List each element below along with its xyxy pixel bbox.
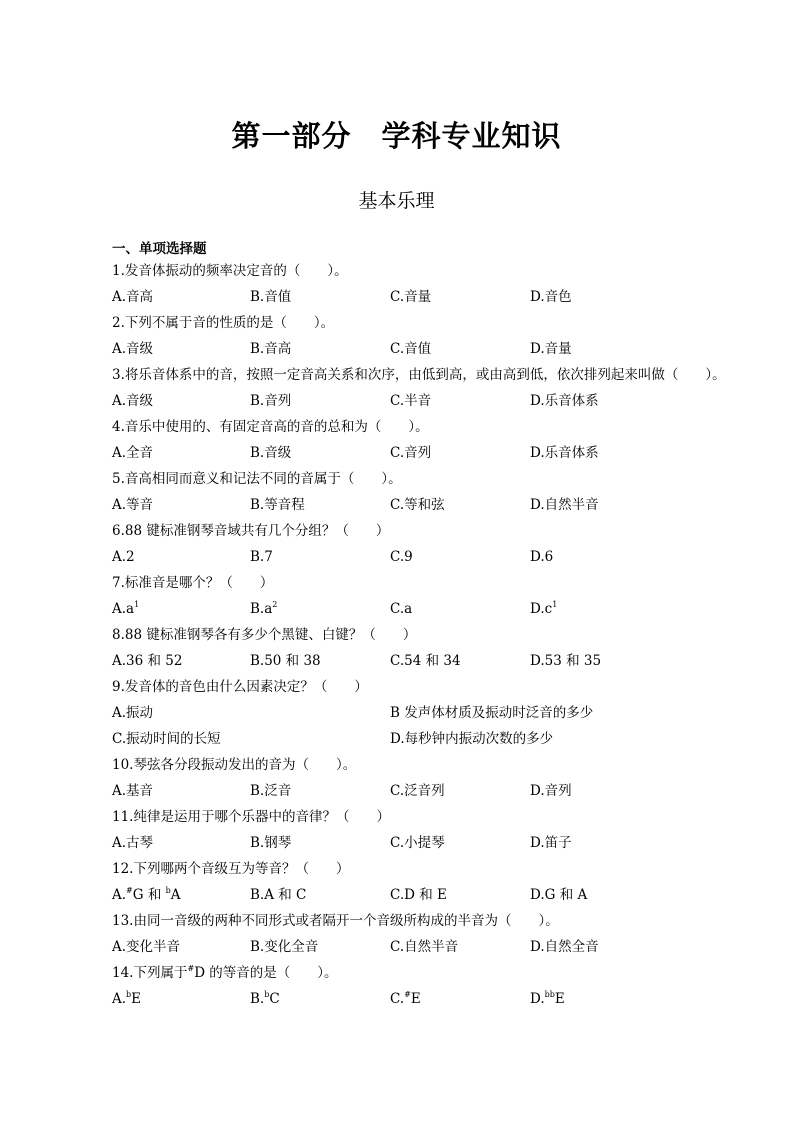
- answer-option: [250, 287, 291, 307]
- text-segment: A.等音: [112, 497, 154, 513]
- text-segment: C.自然半音: [390, 939, 459, 955]
- text-segment: D.6: [530, 549, 554, 565]
- answer-option: [112, 885, 181, 905]
- answer-option: [530, 287, 572, 307]
- answer-option: [390, 547, 413, 567]
- answer-option: [530, 339, 572, 359]
- text-segment: C.小提琴: [390, 835, 445, 851]
- options-row: [112, 833, 732, 859]
- text-segment: B.音级: [250, 445, 292, 461]
- answer-option: [112, 495, 153, 515]
- answer-option: [390, 729, 553, 749]
- answer-option: [530, 885, 587, 905]
- text-segment: D.音列: [530, 783, 572, 799]
- text-segment: E: [410, 991, 421, 1007]
- answer-option: [530, 989, 565, 1009]
- text-segment: D.自然全音: [530, 939, 599, 955]
- question-stem: [112, 469, 732, 495]
- text-segment: B.50 和 38: [250, 653, 321, 669]
- answer-option: [250, 989, 280, 1009]
- text-segment: C.9: [390, 549, 413, 565]
- answer-option: [390, 339, 431, 359]
- answer-option: [390, 833, 445, 853]
- text-segment: D.乐音体系: [530, 445, 599, 461]
- question-stem: [112, 261, 732, 287]
- text-segment: A: [170, 887, 181, 903]
- text-segment: A.古琴: [112, 835, 154, 851]
- answer-option: [112, 391, 153, 411]
- text-segment: 8.88 键标准钢琴各有多少个黑键、白键？（ ）: [112, 627, 417, 643]
- text-segment: 6.88 键标准钢琴音域共有几个分组？（ ）: [112, 523, 390, 539]
- answer-option: [112, 989, 141, 1009]
- text-segment: D.音量: [530, 341, 572, 357]
- answer-option: [112, 703, 153, 723]
- superscript: #: [187, 964, 195, 973]
- answer-option: [390, 391, 431, 411]
- superscript: #: [404, 990, 411, 999]
- text-segment: A.振动: [112, 705, 154, 721]
- text-segment: A.a: [112, 601, 135, 617]
- text-segment: B.: [250, 991, 265, 1007]
- answer-option: [250, 599, 277, 619]
- text-segment: D.乐音体系: [530, 393, 599, 409]
- question-stem: [112, 521, 732, 547]
- answer-option: [390, 287, 431, 307]
- question-stem: [112, 911, 732, 937]
- answer-option: [112, 937, 180, 957]
- question-list: [112, 261, 732, 1015]
- answer-option: [250, 339, 291, 359]
- question-stem: [112, 807, 732, 833]
- chapter-subtitle: 基本乐理: [358, 190, 435, 212]
- text-segment: A.: [112, 991, 127, 1007]
- answer-option: [530, 443, 599, 463]
- text-segment: B 发声体材质及振动时泛音的多少: [390, 705, 594, 721]
- superscript: b: [165, 886, 171, 895]
- answer-option: [530, 937, 599, 957]
- text-segment: D 的等音的是（ ）。: [194, 965, 338, 981]
- question-stem: [112, 313, 732, 339]
- section-heading: 一、单项选择题: [112, 241, 207, 257]
- text-segment: 5.音高相同而意义和记法不同的音属于（ ）。: [112, 471, 402, 487]
- options-row: [112, 651, 732, 677]
- question-stem: [112, 625, 732, 651]
- answer-option: [112, 651, 182, 671]
- question-stem: [112, 755, 732, 781]
- text-segment: A.36 和 52: [112, 653, 183, 669]
- answer-option: [530, 781, 572, 801]
- text-segment: 12.下列哪两个音级互为等音？（ ）: [112, 861, 350, 877]
- answer-option: [112, 833, 153, 853]
- superscript: b: [126, 990, 132, 999]
- text-segment: C.54 和 34: [390, 653, 461, 669]
- text-segment: B.音值: [250, 289, 292, 305]
- answer-option: [530, 833, 572, 853]
- answer-option: [112, 547, 135, 567]
- text-segment: C.a: [390, 601, 413, 617]
- text-segment: D.: [530, 991, 545, 1007]
- answer-option: [530, 495, 599, 515]
- text-segment: 13.由同一音级的两种不同形式或者隔开一个音级所构成的半音为（ ）。: [112, 913, 559, 929]
- answer-option: [250, 391, 291, 411]
- superscript: b: [264, 990, 270, 999]
- text-segment: B.变化全音: [250, 939, 319, 955]
- answer-option: [250, 833, 291, 853]
- answer-option: [250, 443, 291, 463]
- text-segment: 10.琴弦各分段振动发出的音为（ ）。: [112, 757, 357, 773]
- text-segment: D.笛子: [530, 835, 572, 851]
- answer-option: [250, 651, 321, 671]
- text-segment: B.a: [250, 601, 273, 617]
- answer-option: [112, 339, 153, 359]
- answer-option: [250, 495, 305, 515]
- text-segment: 7.标准音是哪个？（ ）: [112, 575, 274, 591]
- text-segment: 1.发音体振动的频率决定音的（ ）。: [112, 263, 348, 279]
- answer-option: [250, 885, 306, 905]
- page-title: 第一部分 学科专业知识: [231, 119, 562, 153]
- text-segment: E: [131, 991, 142, 1007]
- text-segment: 2.下列不属于音的性质的是（ ）。: [112, 315, 335, 331]
- text-segment: A.音级: [112, 393, 154, 409]
- text-segment: D.c: [530, 601, 553, 617]
- text-segment: C.等和弦: [390, 497, 445, 513]
- text-segment: D.53 和 35: [530, 653, 602, 669]
- answer-option: [250, 937, 318, 957]
- question-stem: [112, 859, 732, 885]
- text-segment: D.G 和 A: [530, 887, 588, 903]
- answer-option: [390, 651, 461, 671]
- options-row: [112, 443, 732, 469]
- options-row: [112, 937, 732, 963]
- text-segment: C.音列: [390, 445, 432, 461]
- text-segment: B.A 和 C: [250, 887, 307, 903]
- answer-option: [250, 781, 291, 801]
- text-segment: B.钢琴: [250, 835, 292, 851]
- text-segment: 3.将乐音体系中的音，按照一定音高关系和次序，由低到高，或由高到低，依次排列起来叫做（ ）。: [112, 367, 726, 383]
- answer-option: [112, 781, 153, 801]
- question-stem: [112, 963, 732, 989]
- superscript: 1: [134, 600, 140, 609]
- options-row: [112, 495, 732, 521]
- answer-option: [530, 599, 557, 619]
- options-row: [112, 287, 732, 313]
- text-segment: A.音高: [112, 289, 154, 305]
- text-segment: A.: [112, 887, 127, 903]
- text-segment: D.每秒钟内振动次数的多少: [390, 731, 554, 747]
- text-segment: C.泛音列: [390, 783, 445, 799]
- question-stem: [112, 677, 732, 703]
- text-segment: B.7: [250, 549, 273, 565]
- answer-option: [112, 729, 221, 749]
- text-segment: D.音色: [530, 289, 572, 305]
- answer-option: [530, 651, 601, 671]
- answer-option: [112, 287, 153, 307]
- text-segment: A.变化半音: [112, 939, 181, 955]
- question-stem: [112, 573, 732, 599]
- answer-option: [530, 391, 599, 411]
- options-row: [112, 989, 732, 1015]
- answer-option: [390, 781, 445, 801]
- text-segment: C.: [390, 991, 405, 1007]
- text-segment: 14.下列属于: [112, 965, 188, 981]
- answer-option: [390, 703, 593, 723]
- answer-option: [112, 443, 153, 463]
- text-segment: A.全音: [112, 445, 154, 461]
- answer-option: [390, 885, 447, 905]
- text-segment: E: [554, 991, 565, 1007]
- question-stem: [112, 417, 732, 443]
- answer-option: [390, 443, 431, 463]
- answer-option: [530, 547, 553, 567]
- text-segment: C.振动时间的长短: [112, 731, 221, 747]
- text-segment: G 和: [132, 887, 166, 903]
- answer-option: [390, 937, 458, 957]
- options-row: [112, 547, 732, 573]
- answer-option: [390, 495, 445, 515]
- text-segment: A.音级: [112, 341, 154, 357]
- superscript: bb: [544, 990, 555, 999]
- text-segment: 4.音乐中使用的、有固定音高的音的总和为（ ）。: [112, 419, 429, 435]
- options-row: [112, 599, 732, 625]
- answer-option: [112, 599, 139, 619]
- text-segment: 11.纯律是运用于哪个乐器中的音律？（ ）: [112, 809, 390, 825]
- answer-option: [250, 547, 273, 567]
- superscript: #: [126, 886, 133, 895]
- options-row: [112, 703, 732, 729]
- options-row: [112, 729, 732, 755]
- text-segment: C.半音: [390, 393, 432, 409]
- options-row: [112, 339, 732, 365]
- text-segment: B.等音程: [250, 497, 305, 513]
- text-segment: A.2: [112, 549, 135, 565]
- text-segment: A.基音: [112, 783, 154, 799]
- answer-option: [390, 599, 412, 619]
- answer-option: [390, 989, 421, 1009]
- text-segment: C.音值: [390, 341, 432, 357]
- text-segment: B.音高: [250, 341, 292, 357]
- text-segment: C.音量: [390, 289, 432, 305]
- text-segment: B.泛音: [250, 783, 292, 799]
- text-segment: D.自然半音: [530, 497, 599, 513]
- options-row: [112, 885, 732, 911]
- question-stem: [112, 365, 732, 391]
- text-segment: B.音列: [250, 393, 292, 409]
- text-segment: 9.发音体的音色由什么因素决定？（ ）: [112, 679, 368, 695]
- text-segment: C.D 和 E: [390, 887, 447, 903]
- superscript: 2: [272, 600, 278, 609]
- options-row: [112, 781, 732, 807]
- options-row: [112, 391, 732, 417]
- superscript: 1: [552, 600, 558, 609]
- text-segment: C: [269, 991, 280, 1007]
